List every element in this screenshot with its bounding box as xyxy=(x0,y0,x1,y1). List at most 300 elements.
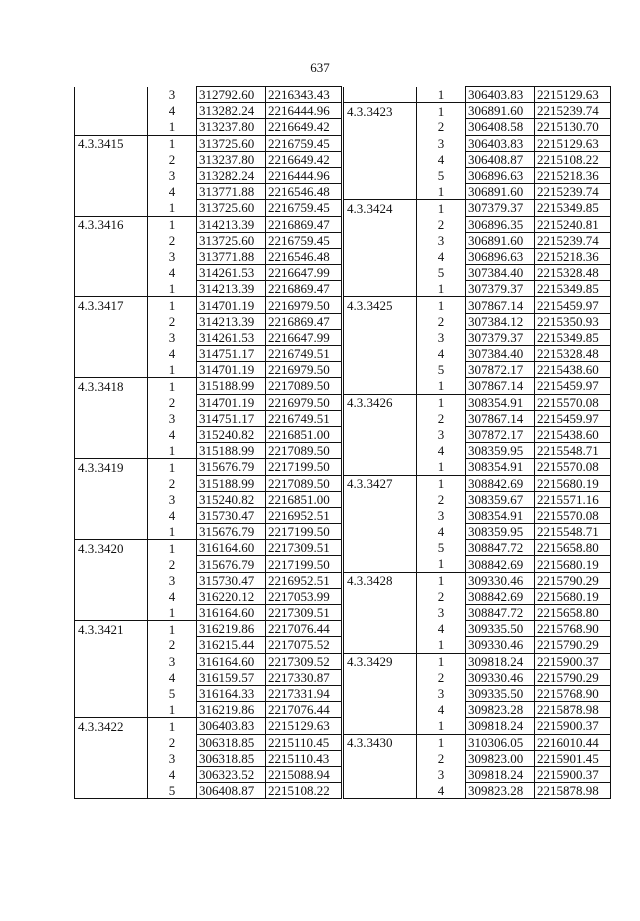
point-number-cell: 3 xyxy=(417,329,466,345)
y-coordinate-cell: 2215239.74 xyxy=(535,103,611,119)
x-coordinate-cell: 315240.82 xyxy=(197,426,266,442)
table-row xyxy=(344,362,611,378)
table-row xyxy=(344,216,611,232)
parcel-id-cell xyxy=(344,507,417,523)
table-row xyxy=(75,378,342,394)
y-coordinate-cell: 2215900.37 xyxy=(535,766,611,782)
y-coordinate-cell: 2215680.19 xyxy=(535,475,611,491)
y-coordinate-cell: 2215570.08 xyxy=(535,507,611,523)
table-row xyxy=(344,443,611,459)
x-coordinate-cell: 308354.91 xyxy=(466,507,535,523)
table-row xyxy=(344,507,611,523)
parcel-id-cell: 4.3.3416 xyxy=(75,216,148,232)
parcel-id-cell xyxy=(344,783,417,799)
x-coordinate-cell: 314213.39 xyxy=(197,313,266,329)
point-number-cell: 4 xyxy=(148,103,197,119)
point-number-cell: 2 xyxy=(148,313,197,329)
x-coordinate-cell: 308847.72 xyxy=(466,540,535,556)
table-row xyxy=(75,459,342,475)
x-coordinate-cell: 314701.19 xyxy=(197,394,266,410)
point-number-cell: 1 xyxy=(148,459,197,475)
x-coordinate-cell: 313725.60 xyxy=(197,200,266,216)
table-row xyxy=(75,507,342,523)
point-number-cell: 4 xyxy=(417,524,466,540)
table-row xyxy=(344,265,611,281)
parcel-id-cell xyxy=(75,783,148,799)
x-coordinate-cell: 308354.91 xyxy=(466,394,535,410)
x-coordinate-cell: 313282.24 xyxy=(197,167,266,183)
point-number-cell: 2 xyxy=(148,394,197,410)
y-coordinate-cell: 2215438.60 xyxy=(535,362,611,378)
parcel-id-cell: 4.3.3426 xyxy=(344,394,417,410)
point-number-cell: 1 xyxy=(417,103,466,119)
table-row xyxy=(75,605,342,621)
point-number-cell: 4 xyxy=(417,151,466,167)
parcel-id-cell xyxy=(75,588,148,604)
point-number-cell: 5 xyxy=(148,783,197,799)
point-number-cell: 4 xyxy=(148,507,197,523)
point-number-cell: 1 xyxy=(148,718,197,734)
parcel-id-cell xyxy=(75,265,148,281)
parcel-id-cell xyxy=(344,378,417,394)
x-coordinate-cell: 306318.85 xyxy=(197,734,266,750)
table-row xyxy=(344,329,611,345)
table-row xyxy=(344,232,611,248)
parcel-id-cell xyxy=(344,443,417,459)
point-number-cell: 1 xyxy=(148,378,197,394)
x-coordinate-cell: 315188.99 xyxy=(197,475,266,491)
parcel-id-cell xyxy=(344,621,417,637)
table-row xyxy=(75,248,342,264)
x-coordinate-cell: 309823.00 xyxy=(466,750,535,766)
x-coordinate-cell: 308842.69 xyxy=(466,588,535,604)
parcel-id-cell xyxy=(344,362,417,378)
point-number-cell: 1 xyxy=(148,135,197,151)
point-number-cell: 4 xyxy=(417,783,466,799)
x-coordinate-cell: 306403.83 xyxy=(466,135,535,151)
table-row xyxy=(344,588,611,604)
parcel-id-cell xyxy=(344,87,417,103)
point-number-cell: 4 xyxy=(148,766,197,782)
point-number-cell: 2 xyxy=(417,119,466,135)
y-coordinate-cell: 2215218.36 xyxy=(535,167,611,183)
y-coordinate-cell: 2215108.22 xyxy=(535,151,611,167)
parcel-id-cell xyxy=(75,200,148,216)
parcel-id-cell: 4.3.3419 xyxy=(75,459,148,475)
table-row xyxy=(344,572,611,588)
parcel-id-cell xyxy=(75,426,148,442)
parcel-id-cell: 4.3.3424 xyxy=(344,200,417,216)
parcel-id-cell xyxy=(75,167,148,183)
y-coordinate-cell: 2216649.42 xyxy=(266,151,342,167)
x-coordinate-cell: 314213.39 xyxy=(197,216,266,232)
parcel-id-cell xyxy=(344,702,417,718)
x-coordinate-cell: 309335.50 xyxy=(466,685,535,701)
table-row xyxy=(344,702,611,718)
point-number-cell: 1 xyxy=(148,443,197,459)
table-row xyxy=(75,232,342,248)
parcel-id-cell xyxy=(75,443,148,459)
y-coordinate-cell: 2215349.85 xyxy=(535,200,611,216)
point-number-cell: 4 xyxy=(417,621,466,637)
parcel-id-cell xyxy=(75,281,148,297)
point-number-cell: 1 xyxy=(417,184,466,200)
parcel-id-cell: 4.3.3423 xyxy=(344,103,417,119)
y-coordinate-cell: 2216444.96 xyxy=(266,167,342,183)
point-number-cell: 1 xyxy=(417,556,466,572)
point-number-cell: 1 xyxy=(148,362,197,378)
x-coordinate-cell: 308359.95 xyxy=(466,524,535,540)
x-coordinate-cell: 316164.60 xyxy=(197,653,266,669)
point-number-cell: 1 xyxy=(417,87,466,103)
x-coordinate-cell: 312792.60 xyxy=(197,87,266,103)
point-number-cell: 1 xyxy=(148,621,197,637)
table-row xyxy=(344,459,611,475)
y-coordinate-cell: 2216647.99 xyxy=(266,265,342,281)
table-row xyxy=(75,346,342,362)
parcel-id-cell xyxy=(75,87,148,103)
table-row xyxy=(75,685,342,701)
table-row xyxy=(344,426,611,442)
parcel-id-cell xyxy=(75,394,148,410)
parcel-id-cell xyxy=(344,718,417,734)
y-coordinate-cell: 2215328.48 xyxy=(535,346,611,362)
y-coordinate-cell: 2217199.50 xyxy=(266,556,342,572)
parcel-id-cell xyxy=(344,119,417,135)
table-row xyxy=(75,119,342,135)
table-row xyxy=(344,135,611,151)
point-number-cell: 2 xyxy=(148,556,197,572)
table-row xyxy=(75,702,342,718)
table-row xyxy=(75,135,342,151)
table-row xyxy=(75,167,342,183)
parcel-id-cell: 4.3.3421 xyxy=(75,621,148,637)
table-row xyxy=(75,216,342,232)
table-row xyxy=(75,621,342,637)
parcel-id-cell xyxy=(344,329,417,345)
y-coordinate-cell: 2217331.94 xyxy=(266,685,342,701)
table-row xyxy=(344,200,611,216)
x-coordinate-cell: 314261.53 xyxy=(197,265,266,281)
parcel-id-cell xyxy=(344,184,417,200)
point-number-cell: 2 xyxy=(417,750,466,766)
table-row xyxy=(344,685,611,701)
point-number-cell: 4 xyxy=(417,346,466,362)
point-number-cell: 4 xyxy=(417,702,466,718)
point-number-cell: 2 xyxy=(148,151,197,167)
y-coordinate-cell: 2217330.87 xyxy=(266,669,342,685)
x-coordinate-cell: 307867.14 xyxy=(466,297,535,313)
x-coordinate-cell: 309818.24 xyxy=(466,653,535,669)
point-number-cell: 1 xyxy=(148,216,197,232)
parcel-id-cell xyxy=(75,119,148,135)
parcel-id-cell xyxy=(75,653,148,669)
parcel-id-cell: 4.3.3425 xyxy=(344,297,417,313)
table-row xyxy=(344,524,611,540)
y-coordinate-cell: 2215239.74 xyxy=(535,184,611,200)
y-coordinate-cell: 2215108.22 xyxy=(266,783,342,799)
y-coordinate-cell: 2216546.48 xyxy=(266,248,342,264)
point-number-cell: 4 xyxy=(148,426,197,442)
point-number-cell: 4 xyxy=(148,265,197,281)
y-coordinate-cell: 2215130.70 xyxy=(535,119,611,135)
point-number-cell: 2 xyxy=(148,475,197,491)
y-coordinate-cell: 2215239.74 xyxy=(535,232,611,248)
table-row xyxy=(344,621,611,637)
y-coordinate-cell: 2215571.16 xyxy=(535,491,611,507)
parcel-id-cell xyxy=(344,766,417,782)
y-coordinate-cell: 2216979.50 xyxy=(266,394,342,410)
table-row xyxy=(75,669,342,685)
x-coordinate-cell: 314701.19 xyxy=(197,362,266,378)
y-coordinate-cell: 2216749.51 xyxy=(266,346,342,362)
y-coordinate-cell: 2215129.63 xyxy=(266,718,342,734)
parcel-id-cell xyxy=(75,410,148,426)
x-coordinate-cell: 316159.57 xyxy=(197,669,266,685)
table-row xyxy=(75,426,342,442)
point-number-cell: 2 xyxy=(417,313,466,329)
x-coordinate-cell: 315188.99 xyxy=(197,443,266,459)
point-number-cell: 2 xyxy=(148,232,197,248)
parcel-id-cell xyxy=(344,524,417,540)
y-coordinate-cell: 2215349.85 xyxy=(535,281,611,297)
y-coordinate-cell: 2215129.63 xyxy=(535,135,611,151)
table-row xyxy=(344,103,611,119)
point-number-cell: 1 xyxy=(148,540,197,556)
parcel-id-cell xyxy=(344,151,417,167)
point-number-cell: 1 xyxy=(148,119,197,135)
point-number-cell: 4 xyxy=(417,248,466,264)
table-row xyxy=(75,718,342,734)
point-number-cell: 3 xyxy=(417,766,466,782)
table-row xyxy=(344,87,611,103)
table-row xyxy=(75,750,342,766)
x-coordinate-cell: 313237.80 xyxy=(197,151,266,167)
point-number-cell: 2 xyxy=(417,216,466,232)
parcel-id-cell xyxy=(75,556,148,572)
parcel-id-cell xyxy=(344,281,417,297)
x-coordinate-cell: 316164.60 xyxy=(197,540,266,556)
point-number-cell: 3 xyxy=(148,248,197,264)
point-number-cell: 1 xyxy=(148,524,197,540)
parcel-id-cell xyxy=(75,151,148,167)
y-coordinate-cell: 2215459.97 xyxy=(535,410,611,426)
parcel-id-cell xyxy=(75,329,148,345)
point-number-cell: 3 xyxy=(148,87,197,103)
table-row xyxy=(75,87,342,103)
point-number-cell: 1 xyxy=(417,653,466,669)
point-number-cell: 1 xyxy=(417,297,466,313)
x-coordinate-cell: 307867.14 xyxy=(466,410,535,426)
parcel-id-cell xyxy=(344,588,417,604)
point-number-cell: 2 xyxy=(417,669,466,685)
x-coordinate-cell: 306891.60 xyxy=(466,232,535,248)
parcel-id-cell xyxy=(75,669,148,685)
point-number-cell: 4 xyxy=(148,346,197,362)
parcel-id-cell: 4.3.3428 xyxy=(344,572,417,588)
point-number-cell: 2 xyxy=(148,734,197,750)
x-coordinate-cell: 315676.79 xyxy=(197,459,266,475)
y-coordinate-cell: 2216869.47 xyxy=(266,313,342,329)
point-number-cell: 1 xyxy=(417,459,466,475)
table-row xyxy=(75,410,342,426)
parcel-id-cell: 4.3.3418 xyxy=(75,378,148,394)
parcel-id-cell xyxy=(344,685,417,701)
x-coordinate-cell: 309823.28 xyxy=(466,702,535,718)
parcel-id-cell xyxy=(344,459,417,475)
x-coordinate-cell: 313771.88 xyxy=(197,184,266,200)
x-coordinate-cell: 307384.12 xyxy=(466,313,535,329)
x-coordinate-cell: 308847.72 xyxy=(466,605,535,621)
x-coordinate-cell: 315188.99 xyxy=(197,378,266,394)
parcel-id-cell xyxy=(75,702,148,718)
table-row xyxy=(75,637,342,653)
point-number-cell: 1 xyxy=(417,394,466,410)
x-coordinate-cell: 314751.17 xyxy=(197,346,266,362)
table-row xyxy=(75,103,342,119)
y-coordinate-cell: 2215548.71 xyxy=(535,443,611,459)
point-number-cell: 5 xyxy=(417,362,466,378)
parcel-id-cell xyxy=(344,265,417,281)
x-coordinate-cell: 306403.83 xyxy=(466,87,535,103)
x-coordinate-cell: 309330.46 xyxy=(466,669,535,685)
x-coordinate-cell: 309823.28 xyxy=(466,783,535,799)
table-row xyxy=(75,475,342,491)
parcel-id-cell xyxy=(75,362,148,378)
x-coordinate-cell: 308842.69 xyxy=(466,475,535,491)
table-row xyxy=(75,329,342,345)
x-coordinate-cell: 315240.82 xyxy=(197,491,266,507)
parcel-id-cell xyxy=(344,750,417,766)
x-coordinate-cell: 307379.37 xyxy=(466,281,535,297)
x-coordinate-cell: 308842.69 xyxy=(466,556,535,572)
y-coordinate-cell: 2215901.45 xyxy=(535,750,611,766)
y-coordinate-cell: 2216979.50 xyxy=(266,362,342,378)
y-coordinate-cell: 2217199.50 xyxy=(266,459,342,475)
table-row xyxy=(75,394,342,410)
point-number-cell: 5 xyxy=(417,265,466,281)
parcel-id-cell xyxy=(344,491,417,507)
y-coordinate-cell: 2217089.50 xyxy=(266,378,342,394)
x-coordinate-cell: 309818.24 xyxy=(466,766,535,782)
y-coordinate-cell: 2216749.51 xyxy=(266,410,342,426)
x-coordinate-cell: 306896.63 xyxy=(466,248,535,264)
y-coordinate-cell: 2215790.29 xyxy=(535,669,611,685)
point-number-cell: 3 xyxy=(148,329,197,345)
x-coordinate-cell: 316219.86 xyxy=(197,621,266,637)
point-number-cell: 1 xyxy=(148,297,197,313)
y-coordinate-cell: 2217199.50 xyxy=(266,524,342,540)
parcel-id-cell: 4.3.3417 xyxy=(75,297,148,313)
y-coordinate-cell: 2215110.45 xyxy=(266,734,342,750)
parcel-id-cell xyxy=(344,605,417,621)
y-coordinate-cell: 2215768.90 xyxy=(535,621,611,637)
point-number-cell: 1 xyxy=(417,378,466,394)
parcel-id-cell xyxy=(75,346,148,362)
x-coordinate-cell: 316164.33 xyxy=(197,685,266,701)
y-coordinate-cell: 2216952.51 xyxy=(266,572,342,588)
table-row xyxy=(344,297,611,313)
point-number-cell: 3 xyxy=(417,685,466,701)
coordinate-table-left xyxy=(74,86,342,799)
y-coordinate-cell: 2215548.71 xyxy=(535,524,611,540)
parcel-id-cell xyxy=(344,426,417,442)
y-coordinate-cell: 2215570.08 xyxy=(535,394,611,410)
y-coordinate-cell: 2215658.80 xyxy=(535,540,611,556)
table-row xyxy=(75,766,342,782)
point-number-cell: 3 xyxy=(417,135,466,151)
parcel-id-cell xyxy=(344,216,417,232)
parcel-id-cell xyxy=(344,167,417,183)
x-coordinate-cell: 315676.79 xyxy=(197,556,266,572)
table-row xyxy=(75,362,342,378)
point-number-cell: 3 xyxy=(417,507,466,523)
y-coordinate-cell: 2215878.98 xyxy=(535,702,611,718)
parcel-id-cell xyxy=(75,685,148,701)
y-coordinate-cell: 2217075.52 xyxy=(266,637,342,653)
x-coordinate-cell: 307384.40 xyxy=(466,346,535,362)
y-coordinate-cell: 2215658.80 xyxy=(535,605,611,621)
point-number-cell: 1 xyxy=(148,702,197,718)
table-row xyxy=(75,491,342,507)
x-coordinate-cell: 316220.12 xyxy=(197,588,266,604)
y-coordinate-cell: 2216010.44 xyxy=(535,734,611,750)
table-row xyxy=(344,605,611,621)
table-row xyxy=(344,734,611,750)
y-coordinate-cell: 2217076.44 xyxy=(266,702,342,718)
y-coordinate-cell: 2216869.47 xyxy=(266,216,342,232)
x-coordinate-cell: 315730.47 xyxy=(197,507,266,523)
parcel-id-cell xyxy=(75,475,148,491)
y-coordinate-cell: 2217076.44 xyxy=(266,621,342,637)
x-coordinate-cell: 313237.80 xyxy=(197,119,266,135)
table-row xyxy=(344,783,611,799)
point-number-cell: 2 xyxy=(417,410,466,426)
table-row xyxy=(75,734,342,750)
x-coordinate-cell: 306891.60 xyxy=(466,184,535,200)
coordinate-table-right xyxy=(343,86,611,799)
x-coordinate-cell: 316164.60 xyxy=(197,605,266,621)
point-number-cell: 2 xyxy=(417,491,466,507)
table-row xyxy=(344,281,611,297)
y-coordinate-cell: 2215459.97 xyxy=(535,297,611,313)
table-row xyxy=(344,491,611,507)
point-number-cell: 2 xyxy=(148,637,197,653)
x-coordinate-cell: 309818.24 xyxy=(466,718,535,734)
point-number-cell: 5 xyxy=(148,685,197,701)
table-row xyxy=(344,184,611,200)
x-coordinate-cell: 309335.50 xyxy=(466,621,535,637)
y-coordinate-cell: 2215680.19 xyxy=(535,556,611,572)
y-coordinate-cell: 2216343.43 xyxy=(266,87,342,103)
y-coordinate-cell: 2216647.99 xyxy=(266,329,342,345)
parcel-id-cell xyxy=(344,248,417,264)
point-number-cell: 1 xyxy=(148,281,197,297)
y-coordinate-cell: 2216546.48 xyxy=(266,184,342,200)
table-row xyxy=(344,378,611,394)
x-coordinate-cell: 307867.14 xyxy=(466,378,535,394)
parcel-id-cell: 4.3.3427 xyxy=(344,475,417,491)
point-number-cell: 3 xyxy=(148,491,197,507)
parcel-id-cell: 4.3.3422 xyxy=(75,718,148,734)
y-coordinate-cell: 2216851.00 xyxy=(266,426,342,442)
x-coordinate-cell: 313725.60 xyxy=(197,135,266,151)
parcel-id-cell xyxy=(75,313,148,329)
table-row xyxy=(75,524,342,540)
y-coordinate-cell: 2215768.90 xyxy=(535,685,611,701)
x-coordinate-cell: 308354.91 xyxy=(466,459,535,475)
parcel-id-cell xyxy=(75,507,148,523)
